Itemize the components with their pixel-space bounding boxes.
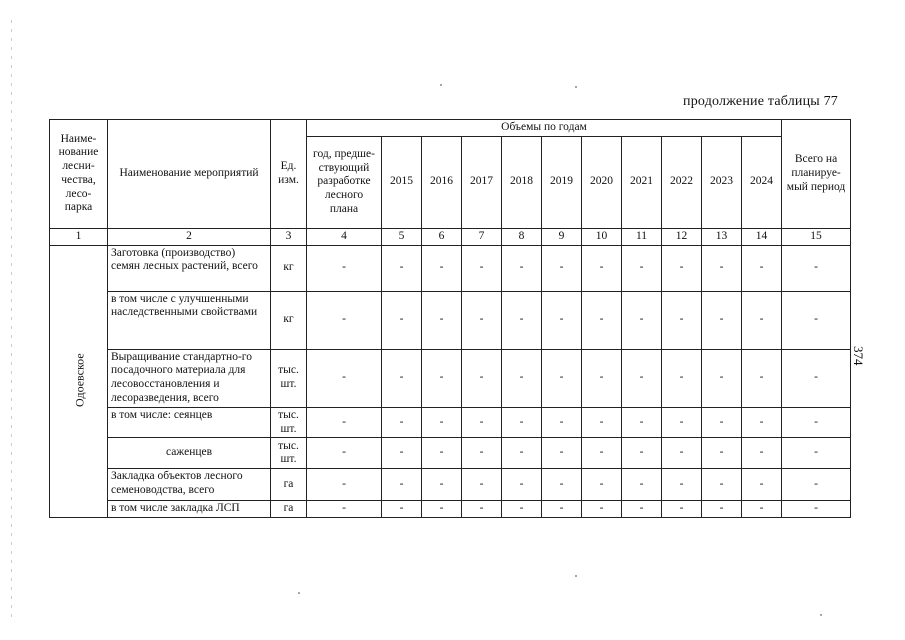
value-cell: - — [542, 469, 582, 501]
value-cell: - — [542, 349, 582, 407]
value-cell: - — [782, 407, 851, 438]
header-total: Всего на планируе-мый период — [782, 120, 851, 229]
header-year: 2024 — [742, 136, 782, 228]
forest-measures-table — [49, 119, 851, 518]
measure-name: Закладка объектов лесного семеноводства, всего — [108, 469, 271, 501]
scan-artifact — [440, 84, 442, 86]
value-cell: - — [742, 438, 782, 469]
value-cell: - — [382, 501, 422, 518]
scan-artifact — [298, 592, 300, 594]
table-caption: продолжение таблицы 77 — [683, 94, 838, 109]
value-cell: - — [382, 438, 422, 469]
header-unit: Ед. изм. — [271, 120, 307, 229]
value-cell: - — [662, 407, 702, 438]
col-number: 13 — [702, 228, 742, 245]
table-row — [50, 291, 851, 349]
header-measures: Наименование мероприятий — [108, 120, 271, 229]
value-cell: - — [382, 245, 422, 291]
value-cell: - — [382, 407, 422, 438]
header-year: 2015 — [382, 136, 422, 228]
value-cell: - — [422, 438, 462, 469]
value-cell: - — [742, 469, 782, 501]
header-year: 2017 — [462, 136, 502, 228]
measure-unit: кг — [271, 245, 307, 291]
value-cell: - — [782, 501, 851, 518]
measure-name: в том числе с улучшенными наследственными свойствами — [108, 291, 271, 349]
value-cell: - — [582, 245, 622, 291]
col-number: 2 — [108, 228, 271, 245]
value-cell: - — [782, 438, 851, 469]
value-cell: - — [462, 349, 502, 407]
table-row — [50, 469, 851, 501]
value-cell: - — [462, 291, 502, 349]
value-cell: - — [582, 349, 622, 407]
value-cell: - — [742, 407, 782, 438]
value-cell: - — [307, 291, 382, 349]
value-cell: - — [622, 438, 662, 469]
col-number: 4 — [307, 228, 382, 245]
value-cell: - — [502, 501, 542, 518]
value-cell: - — [662, 501, 702, 518]
col-number: 5 — [382, 228, 422, 245]
value-cell: - — [462, 469, 502, 501]
value-cell: - — [307, 469, 382, 501]
col-number: 6 — [422, 228, 462, 245]
col-number: 11 — [622, 228, 662, 245]
value-cell: - — [542, 438, 582, 469]
header-year: 2021 — [622, 136, 662, 228]
scan-artifact — [575, 575, 577, 577]
col-number: 3 — [271, 228, 307, 245]
measure-unit: тыс. шт. — [271, 438, 307, 469]
value-cell: - — [307, 407, 382, 438]
col-number: 14 — [742, 228, 782, 245]
value-cell: - — [662, 291, 702, 349]
value-cell: - — [422, 469, 462, 501]
value-cell: - — [462, 245, 502, 291]
value-cell: - — [542, 407, 582, 438]
value-cell: - — [542, 245, 582, 291]
header-prev-year: год, предше-ствующий разработке лесного плана — [307, 136, 382, 228]
page-number: 374 — [851, 346, 866, 366]
header-year: 2023 — [702, 136, 742, 228]
value-cell: - — [782, 349, 851, 407]
value-cell: - — [742, 501, 782, 518]
forestry-name: Одоевское — [72, 353, 87, 408]
value-cell: - — [782, 245, 851, 291]
value-cell: - — [702, 291, 742, 349]
value-cell: - — [782, 469, 851, 501]
value-cell: - — [662, 438, 702, 469]
header-forestry: Наиме-нование лесни-чества, лесо-парка — [50, 120, 108, 229]
scan-artifact — [11, 20, 12, 620]
value-cell: - — [502, 407, 542, 438]
scan-artifact — [820, 614, 822, 616]
value-cell: - — [422, 407, 462, 438]
value-cell: - — [742, 245, 782, 291]
table-row — [50, 501, 851, 518]
column-number-row — [50, 228, 851, 245]
measure-unit: кг — [271, 291, 307, 349]
value-cell: - — [382, 469, 422, 501]
value-cell: - — [702, 469, 742, 501]
table-row — [50, 245, 851, 291]
value-cell: - — [662, 349, 702, 407]
measure-unit: тыс. шт. — [271, 349, 307, 407]
value-cell: - — [622, 407, 662, 438]
col-number: 8 — [502, 228, 542, 245]
measure-unit: тыс. шт. — [271, 407, 307, 438]
measure-name: в том числе закладка ЛСП — [108, 501, 271, 518]
value-cell: - — [422, 245, 462, 291]
value-cell: - — [307, 245, 382, 291]
scan-artifact — [575, 86, 577, 88]
value-cell: - — [622, 245, 662, 291]
value-cell: - — [582, 438, 622, 469]
measure-name: Выращивание стандартно-го посадочного материала для лесовосстановления и лесоразведения, всего — [108, 349, 271, 407]
value-cell: - — [502, 245, 542, 291]
measure-unit: га — [271, 501, 307, 518]
value-cell: - — [582, 469, 622, 501]
header-year: 2022 — [662, 136, 702, 228]
value-cell: - — [742, 349, 782, 407]
col-number: 10 — [582, 228, 622, 245]
col-number: 15 — [782, 228, 851, 245]
table-row — [50, 349, 851, 407]
value-cell: - — [422, 349, 462, 407]
measure-name: саженцев — [108, 438, 271, 469]
measure-name: в том числе: сеянцев — [108, 407, 271, 438]
header-volumes-by-year: Объемы по годам — [307, 120, 782, 137]
value-cell: - — [662, 245, 702, 291]
measure-unit: га — [271, 469, 307, 501]
value-cell: - — [422, 291, 462, 349]
header-year: 2016 — [422, 136, 462, 228]
value-cell: - — [582, 291, 622, 349]
col-number: 9 — [542, 228, 582, 245]
header-year: 2018 — [502, 136, 542, 228]
value-cell: - — [307, 501, 382, 518]
value-cell: - — [622, 501, 662, 518]
col-number: 12 — [662, 228, 702, 245]
value-cell: - — [382, 291, 422, 349]
value-cell: - — [742, 291, 782, 349]
value-cell: - — [502, 291, 542, 349]
value-cell: - — [702, 501, 742, 518]
value-cell: - — [542, 291, 582, 349]
col-number: 7 — [462, 228, 502, 245]
value-cell: - — [307, 349, 382, 407]
value-cell: - — [702, 245, 742, 291]
value-cell: - — [462, 501, 502, 518]
value-cell: - — [462, 407, 502, 438]
header-year: 2019 — [542, 136, 582, 228]
value-cell: - — [502, 469, 542, 501]
value-cell: - — [702, 349, 742, 407]
value-cell: - — [622, 349, 662, 407]
value-cell: - — [502, 349, 542, 407]
value-cell: - — [782, 291, 851, 349]
value-cell: - — [662, 469, 702, 501]
measure-name: Заготовка (производство) семян лесных растений, всего — [108, 245, 271, 291]
table-row — [50, 438, 851, 469]
value-cell: - — [702, 438, 742, 469]
value-cell: - — [622, 469, 662, 501]
col-number: 1 — [50, 228, 108, 245]
value-cell: - — [422, 501, 462, 518]
value-cell: - — [462, 438, 502, 469]
forestry-name-cell — [50, 245, 108, 518]
value-cell: - — [382, 349, 422, 407]
value-cell: - — [542, 501, 582, 518]
table-row — [50, 407, 851, 438]
value-cell: - — [502, 438, 542, 469]
value-cell: - — [702, 407, 742, 438]
header-year: 2020 — [582, 136, 622, 228]
value-cell: - — [582, 407, 622, 438]
value-cell: - — [582, 501, 622, 518]
value-cell: - — [622, 291, 662, 349]
value-cell: - — [307, 438, 382, 469]
